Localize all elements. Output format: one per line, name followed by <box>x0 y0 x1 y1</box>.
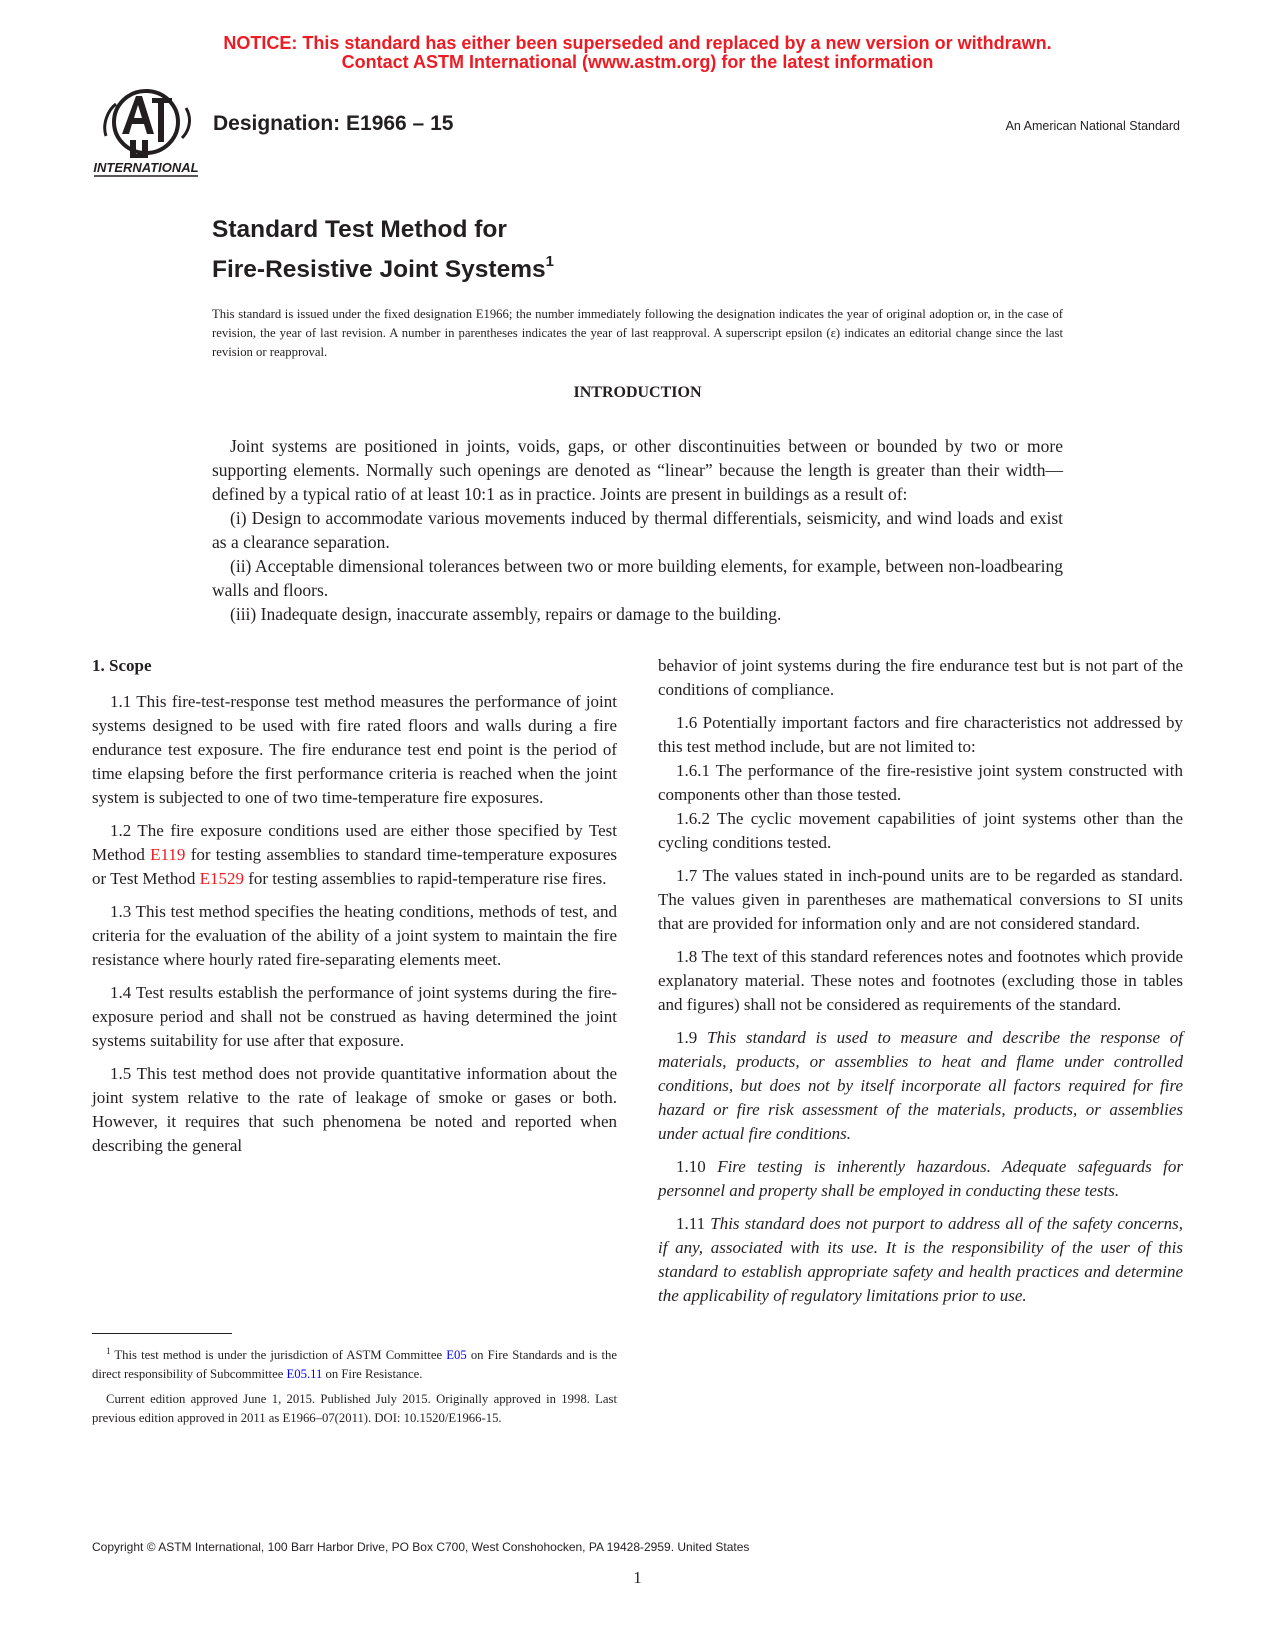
introduction-heading: INTRODUCTION <box>573 384 702 401</box>
introduction-item-iii: (iii) Inadequate design, inaccurate assembly, repairs or damage to the building. <box>230 604 782 624</box>
footnote-divider <box>92 1333 232 1334</box>
section-1-3: 1.3 This test method specifies the heating conditions, methods of test, and criteria for the evaluation of the ability of a joint system to maintain the fire resistance where hourly rated fire-separating elements meet. <box>92 902 617 969</box>
introduction-item-i: (i) Design to accommodate various movements induced by thermal differentials, seismicity, and wind loads and exist as a clearance separation. <box>212 508 1063 552</box>
section-1-11 <box>658 1212 1183 1308</box>
footnote-paragraph-1 <box>92 1342 617 1384</box>
issue-note: This standard is issued under the fixed designation E1966; the number immediately following the designation indicates the year of original adoption or, in the case of revision, the year of last revision. A number in parentheses indicates the year of last reapproval. A superscript epsilon (ε) indicates an editorial change since the last revision or reapproval. <box>212 307 1063 359</box>
footnote-paragraph-2: Current edition approved June 1, 2015. Published July 2015. Originally approved in 1998. Last previous edition approved in 2011 as E1966–07(2011). DOI: 10.1520/E1966-15. <box>92 1392 617 1426</box>
introduction-paragraph: Joint systems are positioned in joints, voids, gaps, or other discontinuities between or bounded by two or more supporting elements. Normally such openings are denoted as “linear” because the length is greater than their width—defined by a typical ratio of at least 10:1 as in practice. Joints are present in buildings as a result of: <box>212 436 1063 504</box>
link-e1529[interactable]: E1529 <box>199 869 244 888</box>
section-1-7: 1.7 The values stated in inch-pound units are to be regarded as standard. The values given in parentheses are mathematical conversions to SI units that are provided for information only and are not considered standard. <box>658 866 1183 933</box>
left-column <box>92 654 617 1167</box>
copyright: Copyright © ASTM International, 100 Barr Harbor Drive, PO Box C700, West Conshohocken, PA 19428-2959. United States <box>92 1540 750 1554</box>
astm-logo <box>92 84 200 180</box>
title-footnote-mark: 1 <box>545 253 554 270</box>
document-title <box>212 213 554 287</box>
footnote-text-b: on Fire Standards and is the direct responsibility of Subcommittee <box>92 1348 617 1382</box>
title-main: Fire-Resistive Joint Systems <box>212 256 546 284</box>
section-1-2-text-b: for testing assemblies to standard time-temperature exposures or Test Method <box>92 845 618 888</box>
section-1-1: 1.1 This fire-test-response test method measures the performance of joint systems designed to be used with fire rated floors and walls during a fire endurance test exposure. The fire endurance test end point is the period of time elapsing before the first performance criteria is reached when the joint system is subjected to one of two time-temperature fire exposures. <box>92 692 617 807</box>
section-1-2-text-c: for testing assemblies to rapid-temperature rise fires. <box>243 869 607 888</box>
footnote-mark: 1 <box>106 1346 111 1356</box>
introduction-body <box>212 434 1063 626</box>
introduction-item-ii: (ii) Acceptable dimensional tolerances between two or more building elements, for example, between non-loadbearing walls and floors. <box>212 556 1063 600</box>
section-1-6-2: 1.6.2 The cyclic movement capabilities of joint systems other than the cycling conditions tested. <box>658 809 1183 852</box>
section-1-2-text-a: 1.2 The fire exposure conditions used are either those specified by Test Method <box>92 821 617 864</box>
title-line-1: Standard Test Method for <box>212 216 507 243</box>
astm-logo-icon <box>92 84 200 180</box>
section-1-9-number: 1.9 <box>676 1028 707 1047</box>
footnote-text-c: on Fire Resistance. <box>322 1367 423 1382</box>
section-1-10-number: 1.10 <box>676 1157 718 1176</box>
section-1-9 <box>658 1026 1183 1146</box>
section-1-6-1: 1.6.1 The performance of the fire-resistive joint system constructed with components other than those tested. <box>658 761 1183 804</box>
footnote <box>92 1342 617 1434</box>
title-line-2 <box>212 247 554 287</box>
section-1-5: 1.5 This test method does not provide quantitative information about the joint system relative to the rate of leakage of smoke or gases or both. However, it requires that such phenomena be noted and reported when describing the general <box>92 1064 617 1155</box>
designation: Designation: E1966 – 15 <box>213 112 454 135</box>
section-1-5-continued: behavior of joint systems during the fire endurance test but is not part of the conditions of compliance. <box>658 656 1183 699</box>
link-e05-11[interactable]: E05.11 <box>286 1367 323 1382</box>
section-1-11-number: 1.11 <box>676 1214 711 1233</box>
section-1-10-text: Fire testing is inherently hazardous. Adequate safeguards for personnel and property shall be employed in conducting these tests. <box>658 1157 1184 1200</box>
notice-line-1: NOTICE: This standard has either been superseded and replaced by a new version or withdrawn. <box>223 33 1052 53</box>
section-1-11-text: This standard does not purport to address all of the safety concerns, if any, associated with its use. It is the responsibility of the user of this standard to establish appropriate safety and health practices and determine the applicability of regulatory limitations prior to use. <box>658 1214 1184 1305</box>
link-e05[interactable]: E05 <box>446 1348 467 1363</box>
american-national-standard: An American National Standard <box>1005 119 1180 133</box>
scope-heading: 1. Scope <box>92 656 152 675</box>
section-1-9-text: This standard is used to measure and describe the response of materials, products, or assemblies to heat and flame under controlled conditions, but does not by itself incorporate all factors required for fire hazard or fire risk assessment of the materials, products, or assemblies under actual fire conditions. <box>658 1028 1183 1143</box>
right-column <box>658 654 1183 1317</box>
section-1-2 <box>92 819 617 891</box>
notice-line-2: Contact ASTM International (www.astm.org) for the latest information <box>341 52 934 72</box>
section-1-8: 1.8 The text of this standard references notes and footnotes which provide explanatory material. These notes and footnotes (excluding those in tables and figures) shall not be considered as requirements of the standard. <box>658 947 1183 1014</box>
section-1-10 <box>658 1155 1183 1203</box>
footnote-text-a: This test method is under the jurisdiction of ASTM Committee <box>110 1348 447 1363</box>
page-number: 1 <box>633 1568 642 1587</box>
section-1-4: 1.4 Test results establish the performance of joint systems during the fire-exposure period and shall not be construed as having determined the joint systems suitability for use after that exposure. <box>92 983 617 1050</box>
link-e119[interactable]: E119 <box>150 845 186 864</box>
logo-text: INTERNATIONAL <box>93 160 199 175</box>
section-1-6: 1.6 Potentially important factors and fire characteristics not addressed by this test method include, but are not limited to: <box>658 713 1183 756</box>
withdrawal-notice <box>0 34 1275 72</box>
